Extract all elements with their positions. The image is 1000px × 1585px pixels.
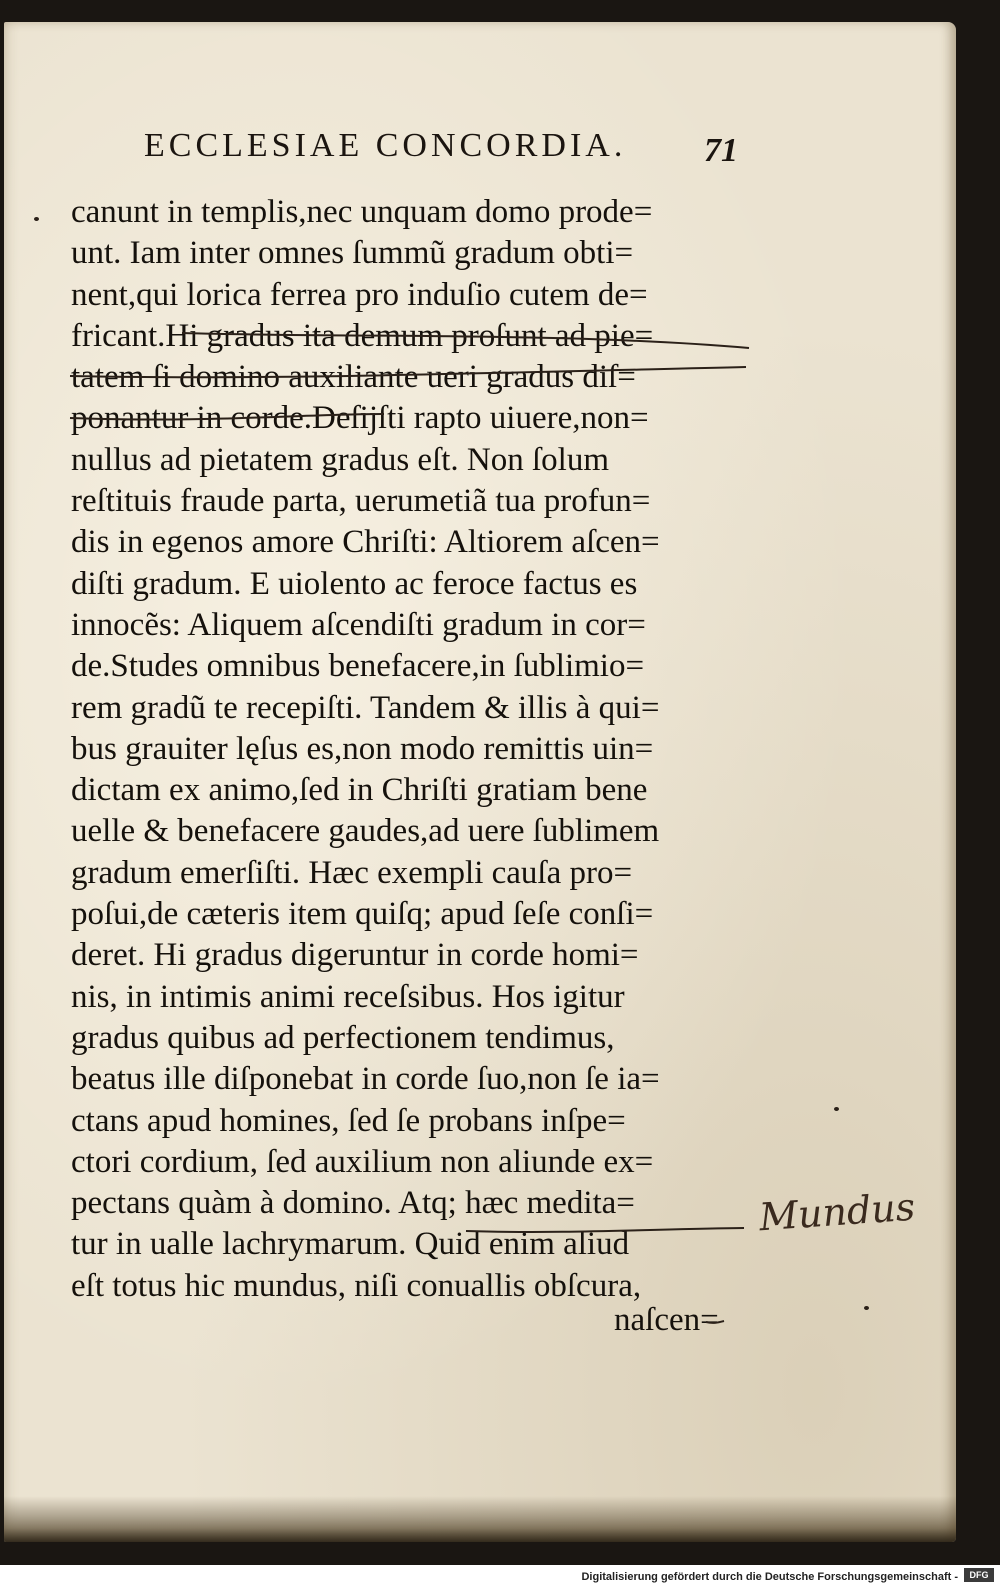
text-line: rem gradũ te recepiſti. Tandem & illis à qui=	[71, 689, 660, 726]
text-line: beatus ille diſponebat in corde ſuo,non ſe ia=	[71, 1061, 660, 1098]
page-number: 71	[704, 132, 738, 169]
text-line: ponantur in corde.Deſijſti rapto uiuere,non=	[71, 400, 649, 437]
text-line: deret. Hi gradus digeruntur in corde homi=	[71, 937, 639, 974]
text-line: ctans apud homines, ſed ſe probans inſpe=	[71, 1102, 626, 1139]
underline-mark	[70, 414, 384, 420]
text-line: dis in egenos amore Chriſti: Altiorem aſcen=	[71, 524, 660, 561]
dfg-logo: DFG	[964, 1568, 994, 1582]
text-line: innocẽs: Aliquem aſcendiſti gradum in cor=	[71, 606, 646, 643]
book-page	[4, 22, 956, 1542]
ink-dot	[864, 1306, 869, 1310]
text-line: pectans quàm à domino. Atq; hæc medita=	[71, 1185, 635, 1222]
text-line: gradum emerſiſti. Hæc exempli cauſa pro=	[71, 854, 633, 891]
ink-dot	[34, 217, 39, 221]
text-line: de.Studes omnibus benefacere,in ſublimio=	[71, 648, 645, 685]
ink-dot	[834, 1107, 839, 1111]
text-line: tatem ſi domino auxiliante ueri gradus diſ=	[71, 359, 636, 396]
text-line: nis, in intimis animi receſsibus. Hos igitur	[71, 978, 625, 1015]
footer-credit: Digitalisierung gefördert durch die Deutsche Forschungsgemeinschaft -	[581, 1571, 958, 1583]
text-line: fricant.Hi gradus ita demum proſunt ad pie=	[71, 317, 654, 354]
underline-mark	[466, 1228, 744, 1232]
text-line: reſtituis fraude parta, uerumetiã tua profun=	[71, 483, 651, 520]
text-line: nent,qui lorica ferrea pro induſio cutem de=	[71, 276, 648, 313]
text-line: canunt in templis,nec unquam domo prode=	[71, 194, 653, 230]
underline-mark	[706, 1321, 724, 1323]
catchword: naſcen=	[614, 1302, 719, 1338]
text-line: unt. Iam inter omnes ſummũ gradum obti=	[71, 235, 634, 272]
text-line: eſt totus hic mundus, niſi conuallis obſcura,	[71, 1267, 642, 1304]
text-line: diſti gradum. E uiolento ac feroce factus es	[71, 565, 638, 602]
footer-bar	[0, 1565, 1000, 1585]
text-line: tur in ualle lachrymarum. Quid enim aliud	[71, 1226, 630, 1263]
running-title: ECCLESIAE CONCORDIA.	[144, 127, 627, 164]
underline-mark	[182, 333, 749, 348]
text-line: nullus ad pietatem gradus eſt. Non ſolum	[71, 441, 609, 478]
text-line: uelle & benefacere gaudes,ad uere ſublimem	[71, 813, 660, 850]
handwritten-underlines	[4, 22, 956, 1542]
text-line: bus grauiter lęſus es,non modo remittis uin=	[71, 730, 654, 767]
page-bottom-edge	[4, 1496, 956, 1542]
text-line: ctori cordium, ſed auxilium non aliunde ex=	[71, 1143, 654, 1180]
handwritten-margin-note: Mundus	[757, 1184, 917, 1240]
text-line: dictam ex animo,ſed in Chriſti gratiam bene	[71, 772, 648, 809]
underline-mark	[70, 367, 746, 377]
text-line: gradus quibus ad perfectionem tendimus,	[71, 1019, 615, 1056]
text-line: poſui,de cæteris item quiſq; apud ſeſe conſi=	[71, 896, 654, 933]
